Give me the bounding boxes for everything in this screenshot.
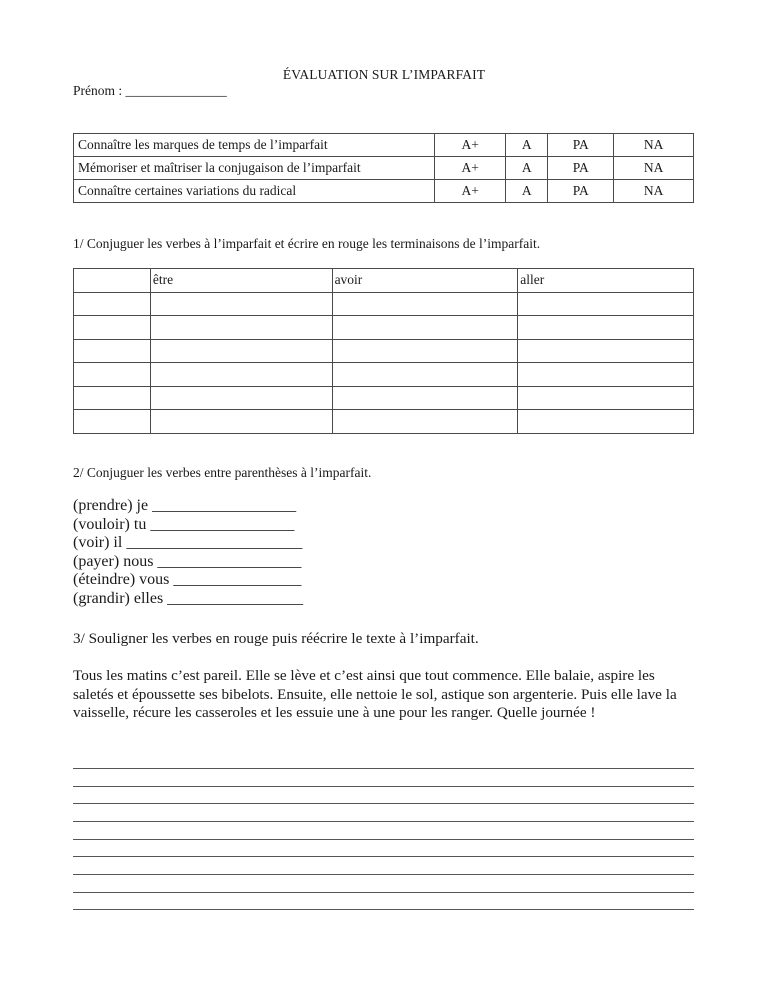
exercise2-item[interactable]: (prendre) je __________________ <box>73 497 297 514</box>
writing-line[interactable] <box>73 768 694 769</box>
answer-cell[interactable] <box>518 292 694 316</box>
level-pa[interactable]: PA <box>548 180 614 203</box>
exercise2-item[interactable]: (vouloir) tu __________________ <box>73 515 295 533</box>
answer-cell[interactable] <box>150 386 332 410</box>
header-etre: être <box>150 269 332 293</box>
level-a[interactable]: A <box>506 157 548 180</box>
answer-cell[interactable] <box>74 292 151 316</box>
writing-line[interactable] <box>73 909 694 910</box>
criterion-cell: Connaître certaines variations du radical <box>74 180 435 203</box>
answer-cell[interactable] <box>150 363 332 387</box>
writing-line[interactable] <box>73 839 694 840</box>
writing-line[interactable] <box>73 856 694 857</box>
level-pa[interactable]: PA <box>548 134 614 157</box>
table-row <box>74 410 694 434</box>
level-a-plus[interactable]: A+ <box>435 180 506 203</box>
table-row <box>74 292 694 316</box>
exercise3-instruction: 3/ Souligner les verbes en rouge puis réécrire le texte à l’imparfait. <box>73 630 479 647</box>
answer-cell[interactable] <box>150 410 332 434</box>
writing-line[interactable] <box>73 803 694 804</box>
table-row <box>74 316 694 340</box>
answer-cell[interactable] <box>332 363 518 387</box>
answer-cell[interactable] <box>332 339 518 363</box>
level-a-plus[interactable]: A+ <box>435 157 506 180</box>
level-a[interactable]: A <box>506 134 548 157</box>
header-aller: aller <box>518 269 694 293</box>
table-row <box>74 339 694 363</box>
table-header-row <box>74 269 694 293</box>
writing-line[interactable] <box>73 892 694 893</box>
skills-table <box>73 133 694 203</box>
exercise1-instruction: 1/ Conjuguer les verbes à l’imparfait et écrire en rouge les terminaisons de l’imparfait. <box>73 236 541 251</box>
table-row <box>74 363 694 387</box>
writing-line[interactable] <box>73 821 694 822</box>
answer-cell[interactable] <box>74 316 151 340</box>
conjugation-table <box>73 268 694 434</box>
answer-cell[interactable] <box>332 410 518 434</box>
answer-cell[interactable] <box>150 292 332 316</box>
answer-cell[interactable] <box>74 386 151 410</box>
table-row <box>74 180 694 203</box>
answer-cell[interactable] <box>332 316 518 340</box>
criterion-cell: Mémoriser et maîtriser la conjugaison de l’imparfait <box>74 157 435 180</box>
exercise3-text: Tous les matins c’est pareil. Elle se lève et c’est ainsi que tout commence. Elle balaie, aspire les saletés et époussette ses bibelots. Ensuite, elle nettoie le sol, astique son argenterie. Puis elle lave la vaisselle, récure les casseroles et les essuie une à une pour les ranger. Quelle journée ! <box>73 667 677 721</box>
level-na[interactable]: NA <box>614 134 694 157</box>
exercise2-item[interactable]: (voir) il ______________________ <box>73 534 303 551</box>
exercise2-item[interactable]: (payer) nous __________________ <box>73 552 302 570</box>
prenom-field[interactable]: Prénom : _______________ <box>73 83 227 98</box>
answer-cell[interactable] <box>332 292 518 316</box>
level-pa[interactable]: PA <box>548 157 614 180</box>
level-a[interactable]: A <box>506 180 548 203</box>
answer-cell[interactable] <box>74 363 151 387</box>
answer-cell[interactable] <box>518 363 694 387</box>
table-row <box>74 157 694 180</box>
answer-cell[interactable] <box>518 316 694 340</box>
writing-line[interactable] <box>73 786 694 787</box>
header-avoir: avoir <box>332 269 518 293</box>
writing-line[interactable] <box>73 874 694 875</box>
exercise2-item[interactable]: (grandir) elles _________________ <box>73 589 304 607</box>
table-row <box>74 386 694 410</box>
criterion-cell: Connaître les marques de temps de l’imparfait <box>74 134 435 157</box>
page-title: ÉVALUATION SUR L’IMPARFAIT <box>282 67 486 82</box>
level-na[interactable]: NA <box>614 180 694 203</box>
answer-cell[interactable] <box>150 339 332 363</box>
answer-cell[interactable] <box>518 410 694 434</box>
header-pronoun <box>74 269 151 293</box>
table-row <box>74 134 694 157</box>
answer-cell[interactable] <box>518 386 694 410</box>
exercise2-list <box>73 497 303 608</box>
answer-cell[interactable] <box>150 316 332 340</box>
level-na[interactable]: NA <box>614 157 694 180</box>
answer-cell[interactable] <box>518 339 694 363</box>
exercise2-instruction: 2/ Conjuguer les verbes entre parenthèses à l’imparfait. <box>73 465 372 480</box>
answer-cell[interactable] <box>74 410 151 434</box>
exercise2-item[interactable]: (éteindre) vous ________________ <box>73 571 302 588</box>
answer-cell[interactable] <box>74 339 151 363</box>
level-a-plus[interactable]: A+ <box>435 134 506 157</box>
answer-cell[interactable] <box>332 386 518 410</box>
